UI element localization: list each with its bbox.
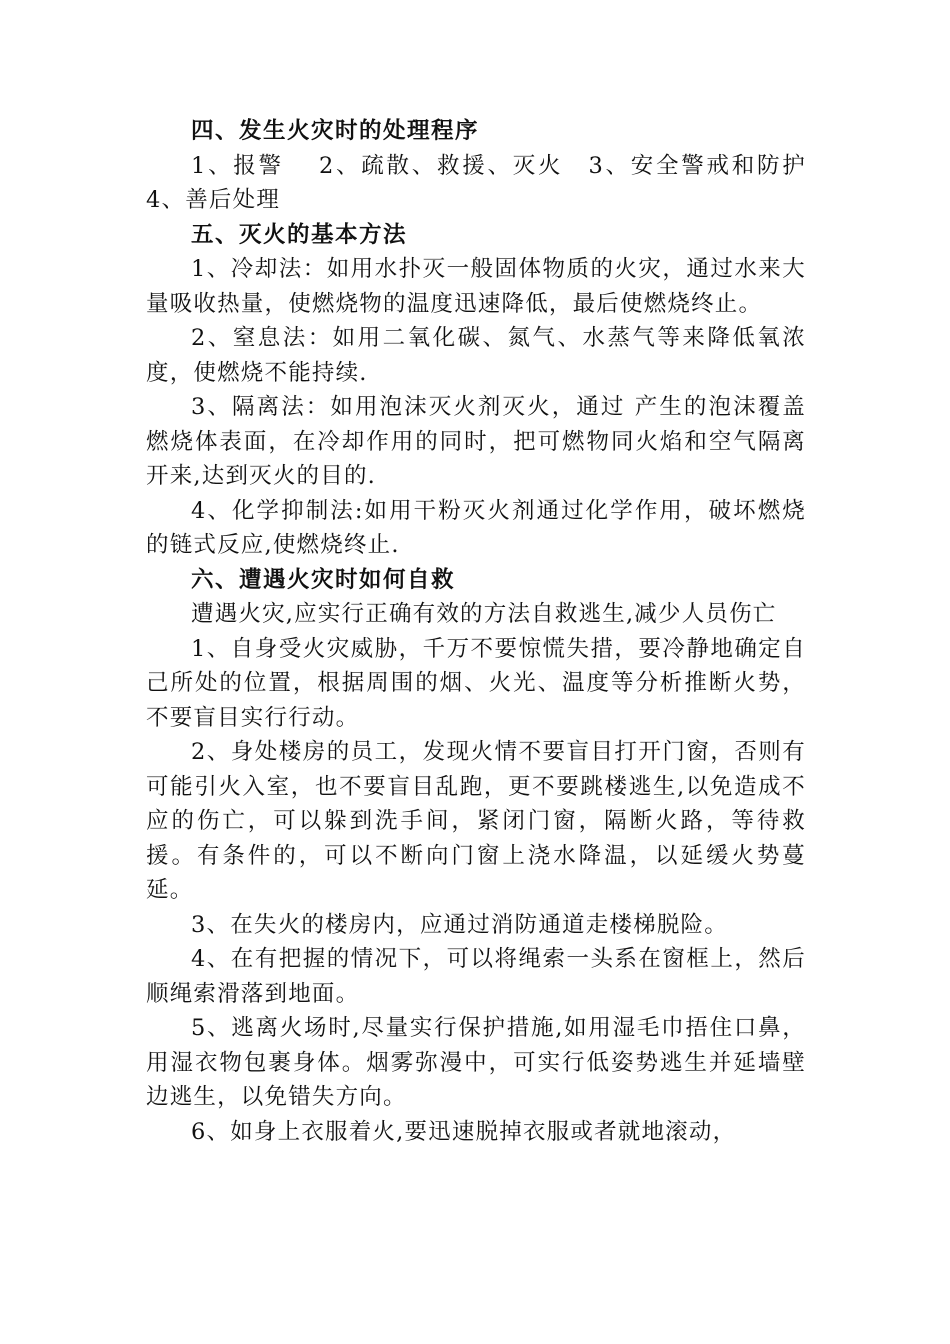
paragraph-self-rescue-2: 2、身处楼房的员工，发现火情不要盲目打开门窗，否则有可能引火入室，也不要盲目乱跑，更不要跳楼逃生,以免造成不应的伤亡，可以躲到洗手间，紧闭门窗，隔断火路，等待救援。有条件的，可以不断向门窗上浇水降温，以延缓火势蔓延。	[146, 739, 806, 903]
paragraph-cooling: 1、冷却法：如用水扑灭一般固体物质的火灾，通过水来大量吸收热量，使燃烧物的温度迅速降低，最后使燃烧终止。	[146, 256, 806, 317]
paragraph-chemical-suppression: 4、化学抑制法:如用干粉灭火剂通过化学作用，破坏燃烧的链式反应,使燃烧终止.	[146, 497, 806, 558]
paragraph-self-rescue-4: 4、在有把握的情况下，可以将绳索一头系在窗框上，然后顺绳索滑落到地面。	[146, 946, 806, 1007]
section-heading-procedure: 四、发生火灾时的处理程序	[191, 118, 480, 144]
paragraph-self-rescue-5: 5、逃离火场时,尽量实行保护措施,如用湿毛巾捂住口鼻，用湿衣物包裹身体。烟雾弥漫中，可实行低姿势逃生并延墙壁边逃生，以免错失方向。	[146, 1015, 806, 1110]
paragraph-suffocation: 2、窒息法：如用二氧化碳、氮气、水蒸气等来降低氧浓度，使燃烧不能持续.	[146, 325, 806, 386]
paragraph-self-rescue-6: 6、如身上衣服着火,要迅速脱掉衣服或者就地滚动，	[191, 1118, 737, 1145]
paragraph-procedure-steps: 1、报警 2、疏散、救援、灭火 3、安全警戒和防护 4、善后处理	[146, 152, 830, 213]
paragraph-self-rescue-intro: 遭遇火灾,应实行正确有效的方法自救逃生,减少人员伤亡	[191, 601, 777, 627]
paragraph-isolation: 3、隔离法：如用泡沫灭火剂灭火，通过 产生的泡沫覆盖燃烧体表面，在冷却作用的同时，把可燃物同火焰和空气隔离开来,达到灭火的目的.	[146, 394, 806, 489]
paragraph-self-rescue-1: 1、自身受火灾威胁，千万不要惊慌失措，要冷静地确定自己所处的位置，根据周围的烟、火光、温度等分析推断火势，不要盲目实行行动。	[146, 635, 806, 731]
document-page	[146, 114, 830, 1149]
paragraph-self-rescue-3: 3、在失火的楼房内，应通过消防通道走楼梯脱险。	[191, 911, 728, 938]
section-heading-methods: 五、灭火的基本方法	[191, 221, 408, 248]
section-heading-self-rescue: 六、遭遇火灾时如何自救	[191, 566, 456, 593]
